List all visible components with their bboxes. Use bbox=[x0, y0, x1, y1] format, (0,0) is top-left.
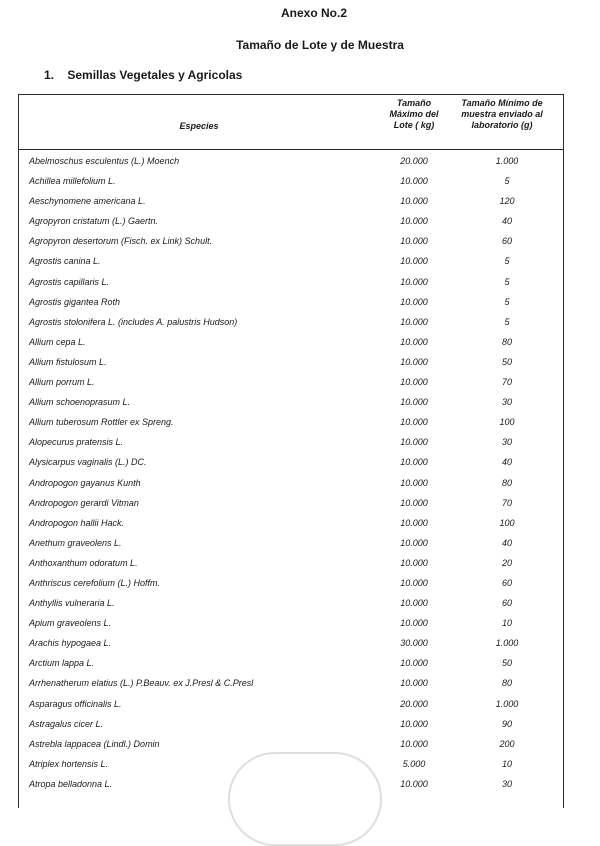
species-cell: Agrostis capillaris L. bbox=[29, 276, 110, 287]
species-cell: Anthoxanthum odoratum L. bbox=[29, 557, 138, 568]
table-row bbox=[19, 292, 563, 312]
min-sample-cell: 70 bbox=[501, 497, 512, 508]
min-sample-cell: 120 bbox=[499, 196, 515, 207]
species-cell: Allium fistulosum L. bbox=[29, 356, 107, 367]
max-lot-cell: 10.000 bbox=[400, 457, 428, 468]
min-sample-cell: 1.000 bbox=[495, 698, 519, 709]
species-cell: Allium cepa L. bbox=[29, 336, 86, 347]
max-lot-cell: 10.000 bbox=[400, 397, 428, 408]
max-lot-cell: 10.000 bbox=[400, 377, 428, 388]
header-max-lot: Tamaño Máximo del Lote ( kg) bbox=[389, 98, 439, 130]
table-row bbox=[19, 653, 563, 673]
species-cell: Andropogon hallii Hack. bbox=[29, 517, 125, 528]
min-sample-cell: 80 bbox=[501, 678, 512, 689]
species-cell: Arrhenatherum elatius (L.) P.Beauv. ex J.Presl & C.Presl bbox=[29, 678, 254, 689]
max-lot-cell: 10.000 bbox=[400, 176, 428, 187]
min-sample-cell: 200 bbox=[499, 738, 515, 749]
min-sample-cell: 60 bbox=[501, 598, 512, 609]
min-sample-cell: 5 bbox=[504, 176, 510, 187]
table-row bbox=[19, 553, 563, 573]
min-sample-cell: 40 bbox=[501, 216, 512, 227]
species-cell: Agropyron desertorum (Fisch. ex Link) Schult. bbox=[29, 236, 213, 247]
table-row bbox=[19, 473, 563, 493]
table-row bbox=[19, 392, 563, 412]
max-lot-cell: 10.000 bbox=[400, 557, 428, 568]
table-row bbox=[19, 593, 563, 613]
species-cell: Apium graveolens L. bbox=[29, 618, 112, 629]
min-sample-cell: 50 bbox=[501, 658, 512, 669]
max-lot-cell: 10.000 bbox=[400, 577, 428, 588]
min-sample-cell: 1.000 bbox=[495, 156, 519, 166]
max-lot-cell: 10.000 bbox=[400, 196, 428, 207]
species-cell: Agrostis stolonifera L. (includes A. palustris Hudson) bbox=[29, 316, 238, 327]
max-lot-cell: 10.000 bbox=[400, 437, 428, 448]
stamp-seal bbox=[228, 752, 382, 846]
max-lot-cell: 10.000 bbox=[400, 718, 428, 729]
min-sample-cell: 90 bbox=[501, 718, 512, 729]
table-row bbox=[19, 694, 563, 714]
table-row bbox=[19, 573, 563, 593]
species-cell: Agrostis gigantea Roth bbox=[29, 296, 121, 307]
section-number: 1. bbox=[44, 68, 55, 82]
species-cell: Atropa belladonna L. bbox=[29, 778, 113, 789]
table-row bbox=[19, 493, 563, 513]
table-header bbox=[19, 95, 563, 150]
min-sample-cell: 5 bbox=[504, 296, 510, 307]
table-row bbox=[19, 734, 563, 754]
species-cell: Astragalus cicer L. bbox=[29, 718, 104, 729]
min-sample-cell: 5 bbox=[504, 256, 510, 267]
min-sample-cell: 70 bbox=[501, 377, 512, 388]
min-sample-cell: 30 bbox=[501, 437, 512, 448]
min-sample-cell: 50 bbox=[501, 356, 512, 367]
species-cell: Arctium lappa L. bbox=[29, 658, 95, 669]
species-cell: Agrostis canina L. bbox=[29, 256, 101, 267]
table-row bbox=[19, 714, 563, 734]
table-row bbox=[19, 513, 563, 533]
document-subtitle: Tamaño de Lote y de Muestra bbox=[236, 38, 404, 52]
min-sample-cell: 60 bbox=[501, 577, 512, 588]
min-sample-cell: 5 bbox=[504, 276, 510, 287]
min-sample-cell: 100 bbox=[499, 417, 515, 428]
max-lot-cell: 10.000 bbox=[400, 296, 428, 307]
min-sample-cell: 100 bbox=[499, 517, 515, 528]
max-lot-cell: 20.000 bbox=[400, 698, 428, 709]
table-row bbox=[19, 251, 563, 271]
table-row bbox=[19, 533, 563, 553]
min-sample-cell: 10 bbox=[501, 618, 512, 629]
species-cell: Arachis hypogaea L. bbox=[29, 638, 112, 649]
species-cell: Anthyllis vulneraria L. bbox=[29, 598, 115, 609]
min-sample-cell: 30 bbox=[501, 397, 512, 408]
min-sample-cell: 40 bbox=[501, 457, 512, 468]
species-cell: Anthriscus cerefolium (L.) Hoffm. bbox=[29, 577, 161, 588]
species-cell: Atriplex hortensis L. bbox=[29, 758, 109, 769]
species-cell: Alopecurus pratensis L. bbox=[29, 437, 124, 448]
table-row bbox=[19, 673, 563, 693]
table-row bbox=[19, 352, 563, 372]
annex-title: Anexo No.2 bbox=[280, 6, 347, 20]
species-cell: Anethum graveolens L. bbox=[29, 537, 122, 548]
max-lot-cell: 10.000 bbox=[400, 517, 428, 528]
max-lot-cell: 30.000 bbox=[400, 638, 428, 649]
table-row bbox=[19, 412, 563, 432]
species-cell: Andropogon gerardi Vitman bbox=[29, 497, 139, 508]
species-cell: Allium tuberosum Rottler ex Spreng. bbox=[29, 417, 174, 428]
min-sample-cell: 10 bbox=[501, 758, 512, 769]
species-cell: Agropyron cristatum (L.) Gaertn. bbox=[29, 216, 159, 227]
table-row bbox=[19, 231, 563, 251]
table-row bbox=[19, 332, 563, 352]
max-lot-cell: 20.000 bbox=[400, 156, 428, 166]
min-sample-cell: 20 bbox=[501, 557, 512, 568]
section-title: Semillas Vegetales y Agricolas bbox=[67, 68, 243, 82]
table-row bbox=[19, 151, 563, 171]
table-row bbox=[19, 613, 563, 633]
table-row bbox=[19, 211, 563, 231]
max-lot-cell: 10.000 bbox=[400, 276, 428, 287]
section-heading bbox=[44, 68, 242, 82]
header-min-sample: Tamaño Mínimo de muestra enviado al laboratorio (g) bbox=[461, 98, 543, 130]
max-lot-cell: 10.000 bbox=[400, 356, 428, 367]
max-lot-cell: 5.000 bbox=[402, 758, 426, 769]
max-lot-cell: 10.000 bbox=[400, 236, 428, 247]
max-lot-cell: 10.000 bbox=[400, 658, 428, 669]
species-cell: Asparagus officinalis L. bbox=[29, 698, 122, 709]
max-lot-cell: 10.000 bbox=[400, 477, 428, 488]
species-cell: Allium porrum L. bbox=[29, 377, 95, 388]
species-cell: Achillea millefolium L. bbox=[29, 176, 116, 187]
min-sample-cell: 30 bbox=[501, 778, 512, 789]
min-sample-cell: 60 bbox=[501, 236, 512, 247]
max-lot-cell: 10.000 bbox=[400, 316, 428, 327]
min-sample-cell: 5 bbox=[504, 316, 510, 327]
min-sample-cell: 80 bbox=[501, 477, 512, 488]
table-row bbox=[19, 633, 563, 653]
table-row bbox=[19, 432, 563, 452]
species-cell: Astrebla lappacea (Lindl.) Domin bbox=[29, 738, 160, 749]
species-cell: Aeschynomene americana L. bbox=[29, 196, 146, 207]
species-cell: Abelmoschus esculentus (L.) Moench bbox=[29, 156, 180, 166]
species-cell: Allium schoenoprasum L. bbox=[29, 397, 131, 408]
max-lot-cell: 10.000 bbox=[400, 738, 428, 749]
max-lot-cell: 10.000 bbox=[400, 417, 428, 428]
max-lot-cell: 10.000 bbox=[400, 497, 428, 508]
max-lot-cell: 10.000 bbox=[400, 216, 428, 227]
max-lot-cell: 10.000 bbox=[400, 256, 428, 267]
table-row bbox=[19, 372, 563, 392]
max-lot-cell: 10.000 bbox=[400, 778, 428, 789]
species-cell: Andropogon gayanus Kunth bbox=[29, 477, 141, 488]
max-lot-cell: 10.000 bbox=[400, 336, 428, 347]
min-sample-cell: 1.000 bbox=[495, 638, 519, 649]
table-row bbox=[19, 452, 563, 472]
max-lot-cell: 10.000 bbox=[400, 537, 428, 548]
max-lot-cell: 10.000 bbox=[400, 678, 428, 689]
min-sample-cell: 40 bbox=[501, 537, 512, 548]
table-row bbox=[19, 171, 563, 191]
max-lot-cell: 10.000 bbox=[400, 598, 428, 609]
max-lot-cell: 10.000 bbox=[400, 618, 428, 629]
species-cell: Alysicarpus vaginalis (L.) DC. bbox=[29, 457, 147, 468]
min-sample-cell: 80 bbox=[501, 336, 512, 347]
table-row bbox=[19, 312, 563, 332]
table-body bbox=[19, 151, 563, 794]
table-row bbox=[19, 191, 563, 211]
table-row bbox=[19, 272, 563, 292]
seed-lot-table bbox=[18, 94, 564, 808]
header-species: Especies bbox=[179, 121, 219, 131]
